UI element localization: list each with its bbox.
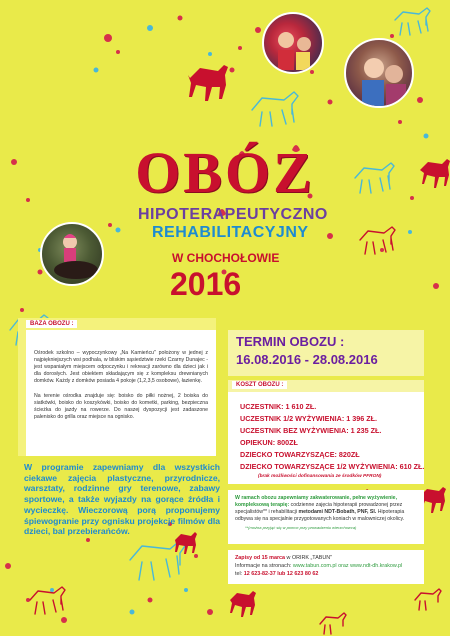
price-uczestnik: UCZESTNIK: 1 610 ZŁ. <box>240 402 317 411</box>
price-uczestnik-half: UCZESTNIK 1/2 WYŻYWIENIA: 1 396 ZŁ. <box>240 414 377 423</box>
koszt-price-list <box>228 392 424 484</box>
program-paragraph: W programie zapewniamy dla wszystkich ciekawe zajęcia plastyczne, przyrodnicze, warsztaty, rodzinne gry terenowe, zabawy sportowe, a także wyjazdy na gorące źródła i wycieczkę. Wieczorową porą proponujemy śpiewogranie przy ognisku projekcje filmów dla dzieci, bal przebierańców. <box>24 462 220 537</box>
zapisy-box <box>228 550 424 584</box>
zakwaterowanie-tail: Hipoterapia odbywa się na specjalnie przygotowanych koniach w malowniczej okolicy. <box>235 509 405 522</box>
title-year: 2016 <box>170 266 242 302</box>
price-opiekun: OPIEKUN: 800ZŁ <box>240 438 298 447</box>
zapisy-date: Zapisy od 15 marca <box>235 555 286 561</box>
termin-header: TERMIN OBOZU : <box>236 334 345 349</box>
title-line-hipoterapeutyczno: HIPOTERAPEUTYCZNO <box>138 206 328 223</box>
title-location: W CHOCHOŁOWIE <box>172 251 280 265</box>
baza-header: BAZA OBOZU : <box>26 320 77 328</box>
zakwaterowanie-note: **(można przyjąć się w pomoc przy prowadzeniu wierzchowca) <box>245 525 357 530</box>
title-line-rehabilitacyjny: REHABILITACYJNY <box>152 224 309 241</box>
photo-kids-top <box>262 12 324 74</box>
zakwaterowanie-methods: metodami NDT-Bobath, PNF, SI. <box>298 509 377 515</box>
zapisy-org: w ORIRK „TABUN" <box>286 555 333 561</box>
photo-child-mother <box>344 38 414 108</box>
zakwaterowanie-body: codzienne zajęcia hipoterapii prowadzonej przez specjalistów** i rehabilitacji <box>235 502 403 515</box>
zapisy-websites[interactable]: www.tabun.com.pl oraz www.ndt-dh.krakow.pl <box>292 563 403 569</box>
baza-description-box <box>26 330 216 456</box>
termin-dates: 16.08.2016 - 28.08.2016 <box>236 352 378 367</box>
baza-description-1: Ośrodek szkolno – wypoczynkowy „Na Kamieńcu" położony w jednej z najpiękniejszych wsi podhala, w bliskim sąsiedztwie rzeki Czarny Dunajec - jest wspaniałym miejscem odpoczynku i rekreacji zarówno dla dzieci jak i dla dorosłych. Jest obiektem składającym się z kompleksu drewnianych domków. Każdy z domków posiada 4 pokoje (1,2,3,5 osobowe), łazienkę. <box>34 350 208 384</box>
baza-description-2: Na terenie ośrodka znajduje się: boisko do piłki nożnej, 2 boiska do siatkówki, boisko do koszykówki, boisko do kometki, parking, bezpieczna ścieżka do jazdy na rowerze. Do naszej dyspozycji jest zadaszone palenisko do grilla oraz miejsce na ognisko. <box>34 393 208 420</box>
camp-title: OBÓZ <box>135 140 315 205</box>
koszt-note: (brak możliwości dofinansowania ze środków PFRON) <box>258 474 382 479</box>
photo-horse-riding <box>40 222 104 286</box>
zakwaterowanie-box <box>228 490 424 544</box>
zapisy-phone-label: tel: <box>235 571 243 577</box>
koszt-header: KOSZT OBOZU : <box>232 381 287 389</box>
zapisy-info-label: Informacje na stronach: <box>235 563 292 569</box>
zapisy-phone: 12 623-82-37 lub 12 623 80 62 <box>243 571 319 577</box>
price-dziecko: DZIECKO TOWARZYSZĄCE: 820ZŁ <box>240 450 360 459</box>
price-uczestnik-none: UCZESTNIK BEZ WYŻYWIENIA: 1 235 ZŁ. <box>240 426 382 435</box>
price-dziecko-half: DZIECKO TOWARZYSZĄCE 1/2 WYŻYWIENIA: 610 ZŁ. <box>240 462 425 471</box>
zakwaterowanie-lead: W ramach obozu zapewniamy zakwaterowanie, pełne wyżywienie, kompleksową terapię: <box>235 495 398 508</box>
